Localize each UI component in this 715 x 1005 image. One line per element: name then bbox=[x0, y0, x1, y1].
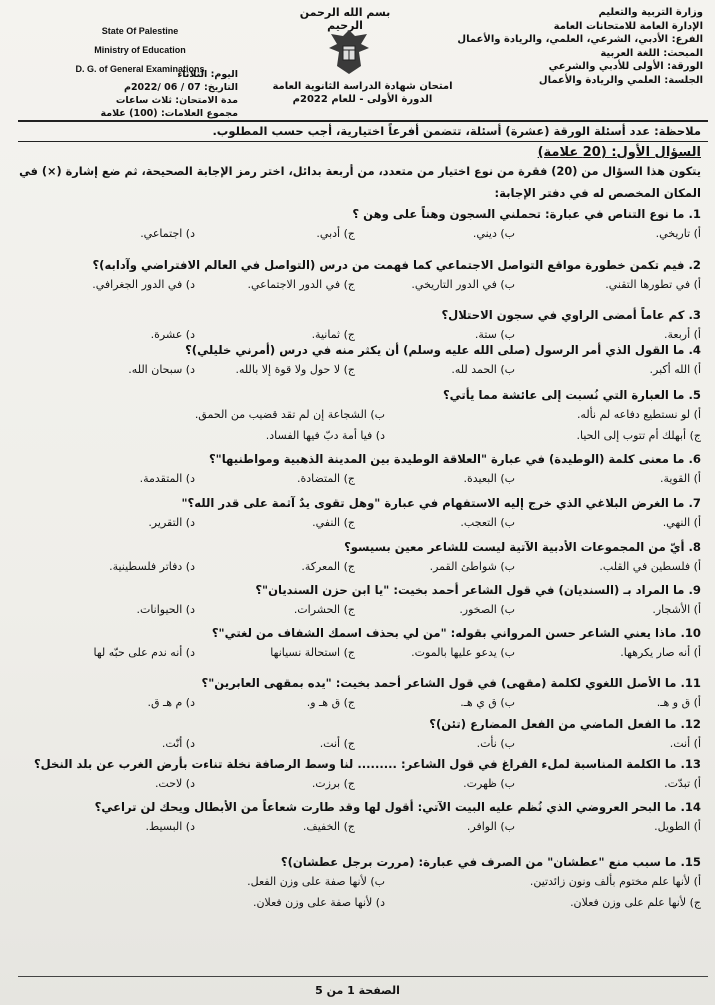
question-7-option-b: ب) التعجب. bbox=[460, 516, 515, 529]
question-10-option-c: ج) استحالة نسيانها bbox=[270, 646, 355, 659]
question-12-option-a: أ) أنت. bbox=[669, 737, 701, 750]
question-15-option-d: د) لأنها صفة على وزن فعلان. bbox=[252, 896, 385, 909]
exam-session: الدورة الأولى - للعام 2022م bbox=[292, 94, 433, 105]
question-9-option-a: أ) الأشجار. bbox=[652, 603, 701, 616]
ministry-name: Ministry of Education bbox=[94, 45, 186, 55]
question-2-option-d: د) في الدور الجغرافي. bbox=[92, 278, 195, 291]
exam-title-block bbox=[250, 80, 475, 106]
question-7-option-d: د) التقرير. bbox=[148, 516, 195, 529]
question-8-option-a: أ) فلسطين في القلب. bbox=[599, 560, 701, 573]
question-14-option-b: ب) الوافر. bbox=[466, 820, 515, 833]
basmala: بسم الله الرحمن الرحيم bbox=[299, 6, 391, 32]
question-8-option-d: د) دفاتر فلسطينية. bbox=[109, 560, 195, 573]
exam-duration: مدة الامتحان: ثلاث ساعات bbox=[115, 95, 238, 106]
footer-divider bbox=[18, 976, 708, 977]
question-3: 3. كم عاماً أمضى الراوي في سجون الاحتلال؟ bbox=[441, 308, 701, 322]
question-3-option-b: ب) ستة. bbox=[474, 328, 515, 341]
exam-day: اليوم: الثلاثاء bbox=[177, 69, 238, 80]
question-1: 1. ما نوع التناص في عبارة: تحملني السجون وهناً على وهن ؟ bbox=[352, 207, 701, 221]
question-intro: يتكون هذا السؤال من (20) فقرة من نوع اختيار من متعدد، من أربعة بدائل، اختر رمز الإجابة الصحيحة، ثم ضع إشارة (×) في bbox=[19, 165, 701, 178]
question-4-option-a: أ) الله أكبر. bbox=[649, 363, 701, 376]
question-6-option-b: ب) البعيدة. bbox=[463, 472, 515, 485]
question-4-option-c: ج) لا حول ولا قوة إلا بالله. bbox=[235, 363, 355, 376]
question-1-option-b: ب) ديني. bbox=[472, 227, 515, 240]
question-1-option-c: ج) أدبي. bbox=[316, 227, 355, 240]
question-5-option-a: أ) لو نستطيع دفاعه لم نأله. bbox=[576, 408, 701, 421]
question-14: 14. ما البحر العروضي الذي نُظم عليه البيت الآتي: أقول لها وقد طارت شعاعاً من الأبطال ويحك لن تراعي؟ bbox=[94, 800, 701, 814]
question-5-option-d: د) فيا أمة دبّ فيها الفساد. bbox=[265, 429, 385, 442]
exam-total-marks: مجموع العلامات: (100) علامة bbox=[100, 108, 238, 119]
question-2-option-a: أ) في تطورها التقني. bbox=[605, 278, 701, 291]
question-3-option-a: أ) أربعة. bbox=[664, 328, 701, 341]
question-11: 11. ما الأصل اللغوي لكلمة (مقهى) في قول الشاعر أحمد بخيت: "يده بمقهى العابرين"؟ bbox=[201, 676, 701, 690]
exam-note: ملاحظة: عدد أسئلة الورقة (عشرة) أسئلة، تتضمن أفرعاً اختيارية، أجب حسب المطلوب. bbox=[212, 124, 701, 138]
question-8-option-b: ب) شواطئ القمر. bbox=[429, 560, 515, 573]
question-15: 15. ما سبب منع "عطشان" من الصرف في عبارة: (مررت برجل عطشان)؟ bbox=[280, 855, 701, 869]
question-15-option-c: ج) لأنها علم على وزن فعلان. bbox=[570, 896, 701, 909]
question-4: 4. ما القول الذي أمر الرسول (صلى الله عليه وسلم) أن يكثر منه في درس (أمرني خليلي)؟ bbox=[185, 343, 701, 357]
arabic-heading bbox=[448, 6, 703, 87]
question-14-option-a: أ) الطويل. bbox=[654, 820, 701, 833]
question-6-option-c: ج) المتضادة. bbox=[296, 472, 355, 485]
question-6-option-d: د) المتقدمة. bbox=[139, 472, 195, 485]
question-title: السؤال الأول: (20 علامة) bbox=[537, 145, 701, 160]
question-intro-cont: المكان المخصص له في دفتر الإجابة: bbox=[494, 186, 701, 200]
question-13: 13. ما الكلمة المناسبة لملء الفراغ في قول الشاعر: ......... لنا وسط الرصافة نخلة تناءت بأرض الغرب عن بلد النخل؟ bbox=[33, 757, 701, 771]
question-9-option-c: ج) الحشرات. bbox=[293, 603, 355, 616]
question-4-option-b: ب) الحمد لله. bbox=[451, 363, 515, 376]
question-13-option-d: د) لاحت. bbox=[154, 777, 195, 790]
question-10-option-b: ب) يدعو عليها بالموت. bbox=[411, 646, 515, 659]
question-4-option-d: د) سبحان الله. bbox=[128, 363, 195, 376]
question-13-option-b: ب) ظهرت. bbox=[463, 777, 515, 790]
question-6-option-a: أ) القوية. bbox=[660, 472, 701, 485]
session-line: الجلسة: العلمي والريادة والأعمال bbox=[538, 74, 703, 86]
header-divider bbox=[18, 120, 708, 122]
question-13-option-c: ج) برزت. bbox=[311, 777, 355, 790]
question-5-option-b: ب) الشجاعة إن لم تقد قضيب من الحمق. bbox=[194, 408, 385, 421]
question-9-option-d: د) الحيوانات. bbox=[136, 603, 195, 616]
question-15-option-a: أ) لأنها علم مختوم بألف ونون زائدتين. bbox=[529, 875, 701, 888]
question-2-option-c: ج) في الدور الاجتماعي. bbox=[247, 278, 355, 291]
question-15-option-b: ب) لأنها صفة على وزن الفعل. bbox=[247, 875, 385, 888]
question-10-option-d: د) أنه ندم على حبّه لها bbox=[93, 646, 195, 659]
question-3-option-d: د) عشرة. bbox=[150, 328, 195, 341]
question-6: 6. ما معنى كلمة (الوطيدة) في عبارة "العلاقة الوطيدة بين المدينة الذهبية ومواطنيها"؟ bbox=[208, 452, 701, 466]
question-10: 10. ماذا يعني الشاعر حسن المرواني بقوله: "من لي بحذف اسمك الشفاف من لغتي"؟ bbox=[211, 626, 701, 640]
question-12: 12. ما الفعل الماضي من الفعل المضارع (تئن)؟ bbox=[429, 717, 701, 731]
subject-line: المبحث: اللغة العربية bbox=[600, 47, 703, 59]
question-5-option-c: ج) أبهلك أم تتوب إلى الحيا. bbox=[576, 429, 701, 442]
question-12-option-d: د) أنّت. bbox=[161, 737, 195, 750]
exam-title: امتحان شهادة الدراسة الثانوية العامة bbox=[272, 81, 453, 92]
country-name: State Of Palestine bbox=[101, 26, 179, 36]
question-7-option-a: أ) النهي. bbox=[662, 516, 701, 529]
question-14-option-c: ج) الخفيف. bbox=[302, 820, 355, 833]
question-11-option-a: أ) ق و هـ. bbox=[656, 696, 701, 709]
question-2-option-b: ب) في الدور التاريخي. bbox=[411, 278, 515, 291]
note-divider bbox=[18, 141, 708, 142]
question-8-option-c: ج) المعركة. bbox=[301, 560, 355, 573]
ministry-ar: وزارة التربية والتعليم bbox=[598, 7, 703, 18]
question-12-option-c: ج) أنت. bbox=[319, 737, 355, 750]
question-11-option-b: ب) ق ي هـ. bbox=[460, 696, 515, 709]
question-11-option-c: ج) ق هـ و. bbox=[306, 696, 355, 709]
question-9: 9. ما المراد بـ (السنديان) في قول الشاعر أحمد بخيت: "يا ابن حزن السنديان"؟ bbox=[255, 583, 701, 597]
page-number: الصفحة 1 من 5 bbox=[315, 984, 400, 997]
question-11-option-d: د) م هـ ق. bbox=[147, 696, 195, 709]
paper-line: الورقة: الأولى للأدبي والشرعي bbox=[548, 61, 703, 72]
question-2: 2. فيم تكمن خطورة مواقع التواصل الاجتماعي كما فهمت من درس (التواصل في العالم الافتراضي وآدابه)؟ bbox=[92, 258, 701, 272]
question-7: 7. ما الغرض البلاغي الذي خرج إليه الاستفهام في عبارة "وهل تقوى يدٌ آثمة على قدر الله؟" bbox=[181, 496, 701, 510]
palestine-eagle-emblem-icon bbox=[325, 26, 373, 78]
question-13-option-a: أ) تبدّت. bbox=[664, 777, 701, 790]
question-7-option-c: ج) النفي. bbox=[312, 516, 355, 529]
question-8: 8. أيّ من المجموعات الأدبية الآتية ليست للشاعر معين بسيسو؟ bbox=[344, 540, 701, 554]
exam-date: التاريخ: 07 / 06 /2022م bbox=[123, 82, 238, 93]
question-9-option-b: ب) الصخور. bbox=[459, 603, 515, 616]
branch-line: الفرع: الأدبي، الشرعي، العلمي، والريادة والأعمال bbox=[457, 34, 703, 45]
department-name: D. G. of General Examinations bbox=[75, 64, 205, 74]
exam-header bbox=[0, 0, 715, 122]
question-1-option-d: د) اجتماعي. bbox=[140, 227, 195, 240]
question-10-option-a: أ) أنه صار يكرهها. bbox=[620, 646, 701, 659]
question-5: 5. ما العبارة التي نُسبت إلى عائشة مما يأتي؟ bbox=[442, 388, 701, 402]
question-12-option-b: ب) نأت. bbox=[476, 737, 515, 750]
department-ar: الإدارة العامة للامتحانات العامة bbox=[553, 20, 703, 32]
question-1-option-a: أ) تاريخي. bbox=[655, 227, 701, 240]
question-14-option-d: د) البسيط. bbox=[145, 820, 195, 833]
exam-meta bbox=[28, 68, 238, 120]
question-3-option-c: ج) ثمانية. bbox=[311, 328, 355, 341]
